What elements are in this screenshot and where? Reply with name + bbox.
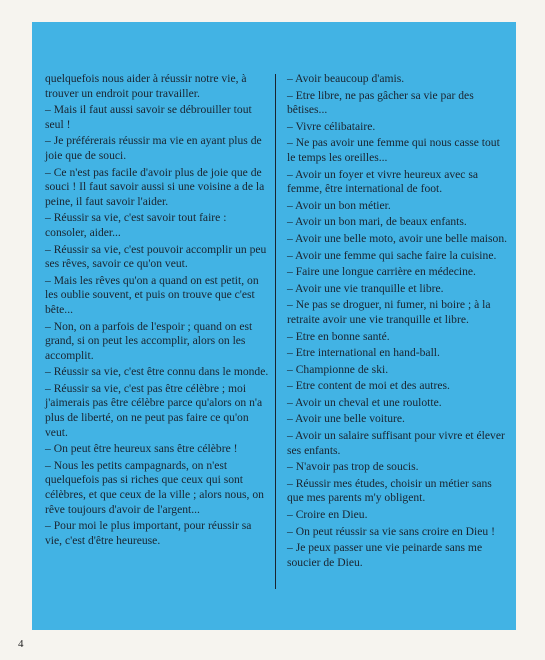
list-item: – Vivre célibataire. xyxy=(287,119,376,133)
list-item: – Avoir un bon mari, de beaux enfants. xyxy=(287,215,467,229)
page-number: 4 xyxy=(18,638,24,650)
list-item: – Etre libre, ne pas gâcher sa vie par des bêtises... xyxy=(287,88,474,117)
list-item: – N'avoir pas trop de soucis. xyxy=(287,460,419,474)
list-item: – Avoir beaucoup d'amis. xyxy=(287,72,405,85)
list-item: – Faire une longue carrière en médecine. xyxy=(287,265,476,279)
list-item: – Etre international en hand-ball. xyxy=(287,346,440,360)
paragraph: – Réussir sa vie, c'est pas être célèbre ; moi j'aimerais pas être célèbre parce qu'alors on n'a plus de liberté, on ne peut pas faire ce qu'on veut. xyxy=(45,381,263,439)
list-item: – Croire en Dieu. xyxy=(287,508,368,522)
list-item: – Championne de ski. xyxy=(287,362,389,376)
list-item: – Avoir une femme qui sache faire la cuisine. xyxy=(287,248,497,262)
paragraph: – Mais les rêves qu'on a quand on est petit, on les oublie souvent, et puis on trouve que c'est bête... xyxy=(45,273,259,316)
paragraph: – On peut être heureux sans être célèbre ! xyxy=(45,442,238,456)
list-item: – Avoir un salaire suffisant pour vivre et élever ses enfants. xyxy=(287,429,505,457)
list-item: – Je peux passer une vie peinarde sans me soucier de Dieu. xyxy=(287,541,483,569)
list-item: – Avoir une belle voiture. xyxy=(287,412,405,426)
list-item: – Avoir un bon métier. xyxy=(287,198,391,212)
list-item: – On peut réussir sa vie sans croire en Dieu ! xyxy=(287,524,495,538)
paragraph: – Je préférerais réussir ma vie en ayant plus de joie que de souci. xyxy=(45,134,262,162)
list-item: – Avoir un cheval et une roulotte. xyxy=(287,395,442,409)
text-panel xyxy=(32,22,516,630)
list-item: – Ne pas avoir une femme qui nous casse tout le temps les oreilles... xyxy=(287,136,500,164)
paragraph: – Mais il faut aussi savoir se débrouiller tout seul ! xyxy=(45,103,252,131)
list-item: – Réussir mes études, choisir un métier sans que mes parents m'y obligent. xyxy=(287,476,492,505)
column-divider xyxy=(275,74,276,589)
paragraph: – Non, on a parfois de l'espoir ; quand on est grand, si on peut les accomplir, alors on les accomplit. xyxy=(45,319,253,362)
paragraph: – Réussir sa vie, c'est pouvoir accomplir un peu ses rêves, savoir ce qu'on veut. xyxy=(45,242,267,271)
paragraph: – Nous les petits campagnards, on n'est quelquefois pas si riches que ceux qui sont célèbres, et que ceux de la ville ; alors nous, on rêve toujours d'avoir de l'argent... xyxy=(45,458,264,516)
left-column xyxy=(45,72,271,550)
paragraph: – Réussir sa vie, c'est être connu dans le monde. xyxy=(45,365,269,379)
right-column xyxy=(287,72,507,572)
paragraph: – Ce n'est pas facile d'avoir plus de joie que de souci ! Il faut savoir aussi si une voisine a de la peine, il faut savoir l'aider. xyxy=(45,165,265,208)
paragraph: – Réussir sa vie, c'est savoir tout faire : consoler, aider... xyxy=(45,211,227,239)
paragraph: – Pour moi le plus important, pour réussir sa vie, c'est d'être heureuse. xyxy=(45,519,252,547)
list-item: – Avoir un foyer et vivre heureux avec sa femme, être international de foot. xyxy=(287,167,479,196)
list-item: – Etre en bonne santé. xyxy=(287,329,390,343)
list-item: – Avoir une vie tranquille et libre. xyxy=(287,281,444,295)
paragraph: quelquefois nous aider à réussir notre vie, à trouver un endroit pour travailler. xyxy=(45,72,247,100)
list-item: – Ne pas se droguer, ni fumer, ni boire ; à la retraite avoir une vie tranquille et libre. xyxy=(287,298,491,326)
list-item: – Etre content de moi et des autres. xyxy=(287,379,450,393)
list-item: – Avoir une belle moto, avoir une belle maison. xyxy=(287,231,508,245)
